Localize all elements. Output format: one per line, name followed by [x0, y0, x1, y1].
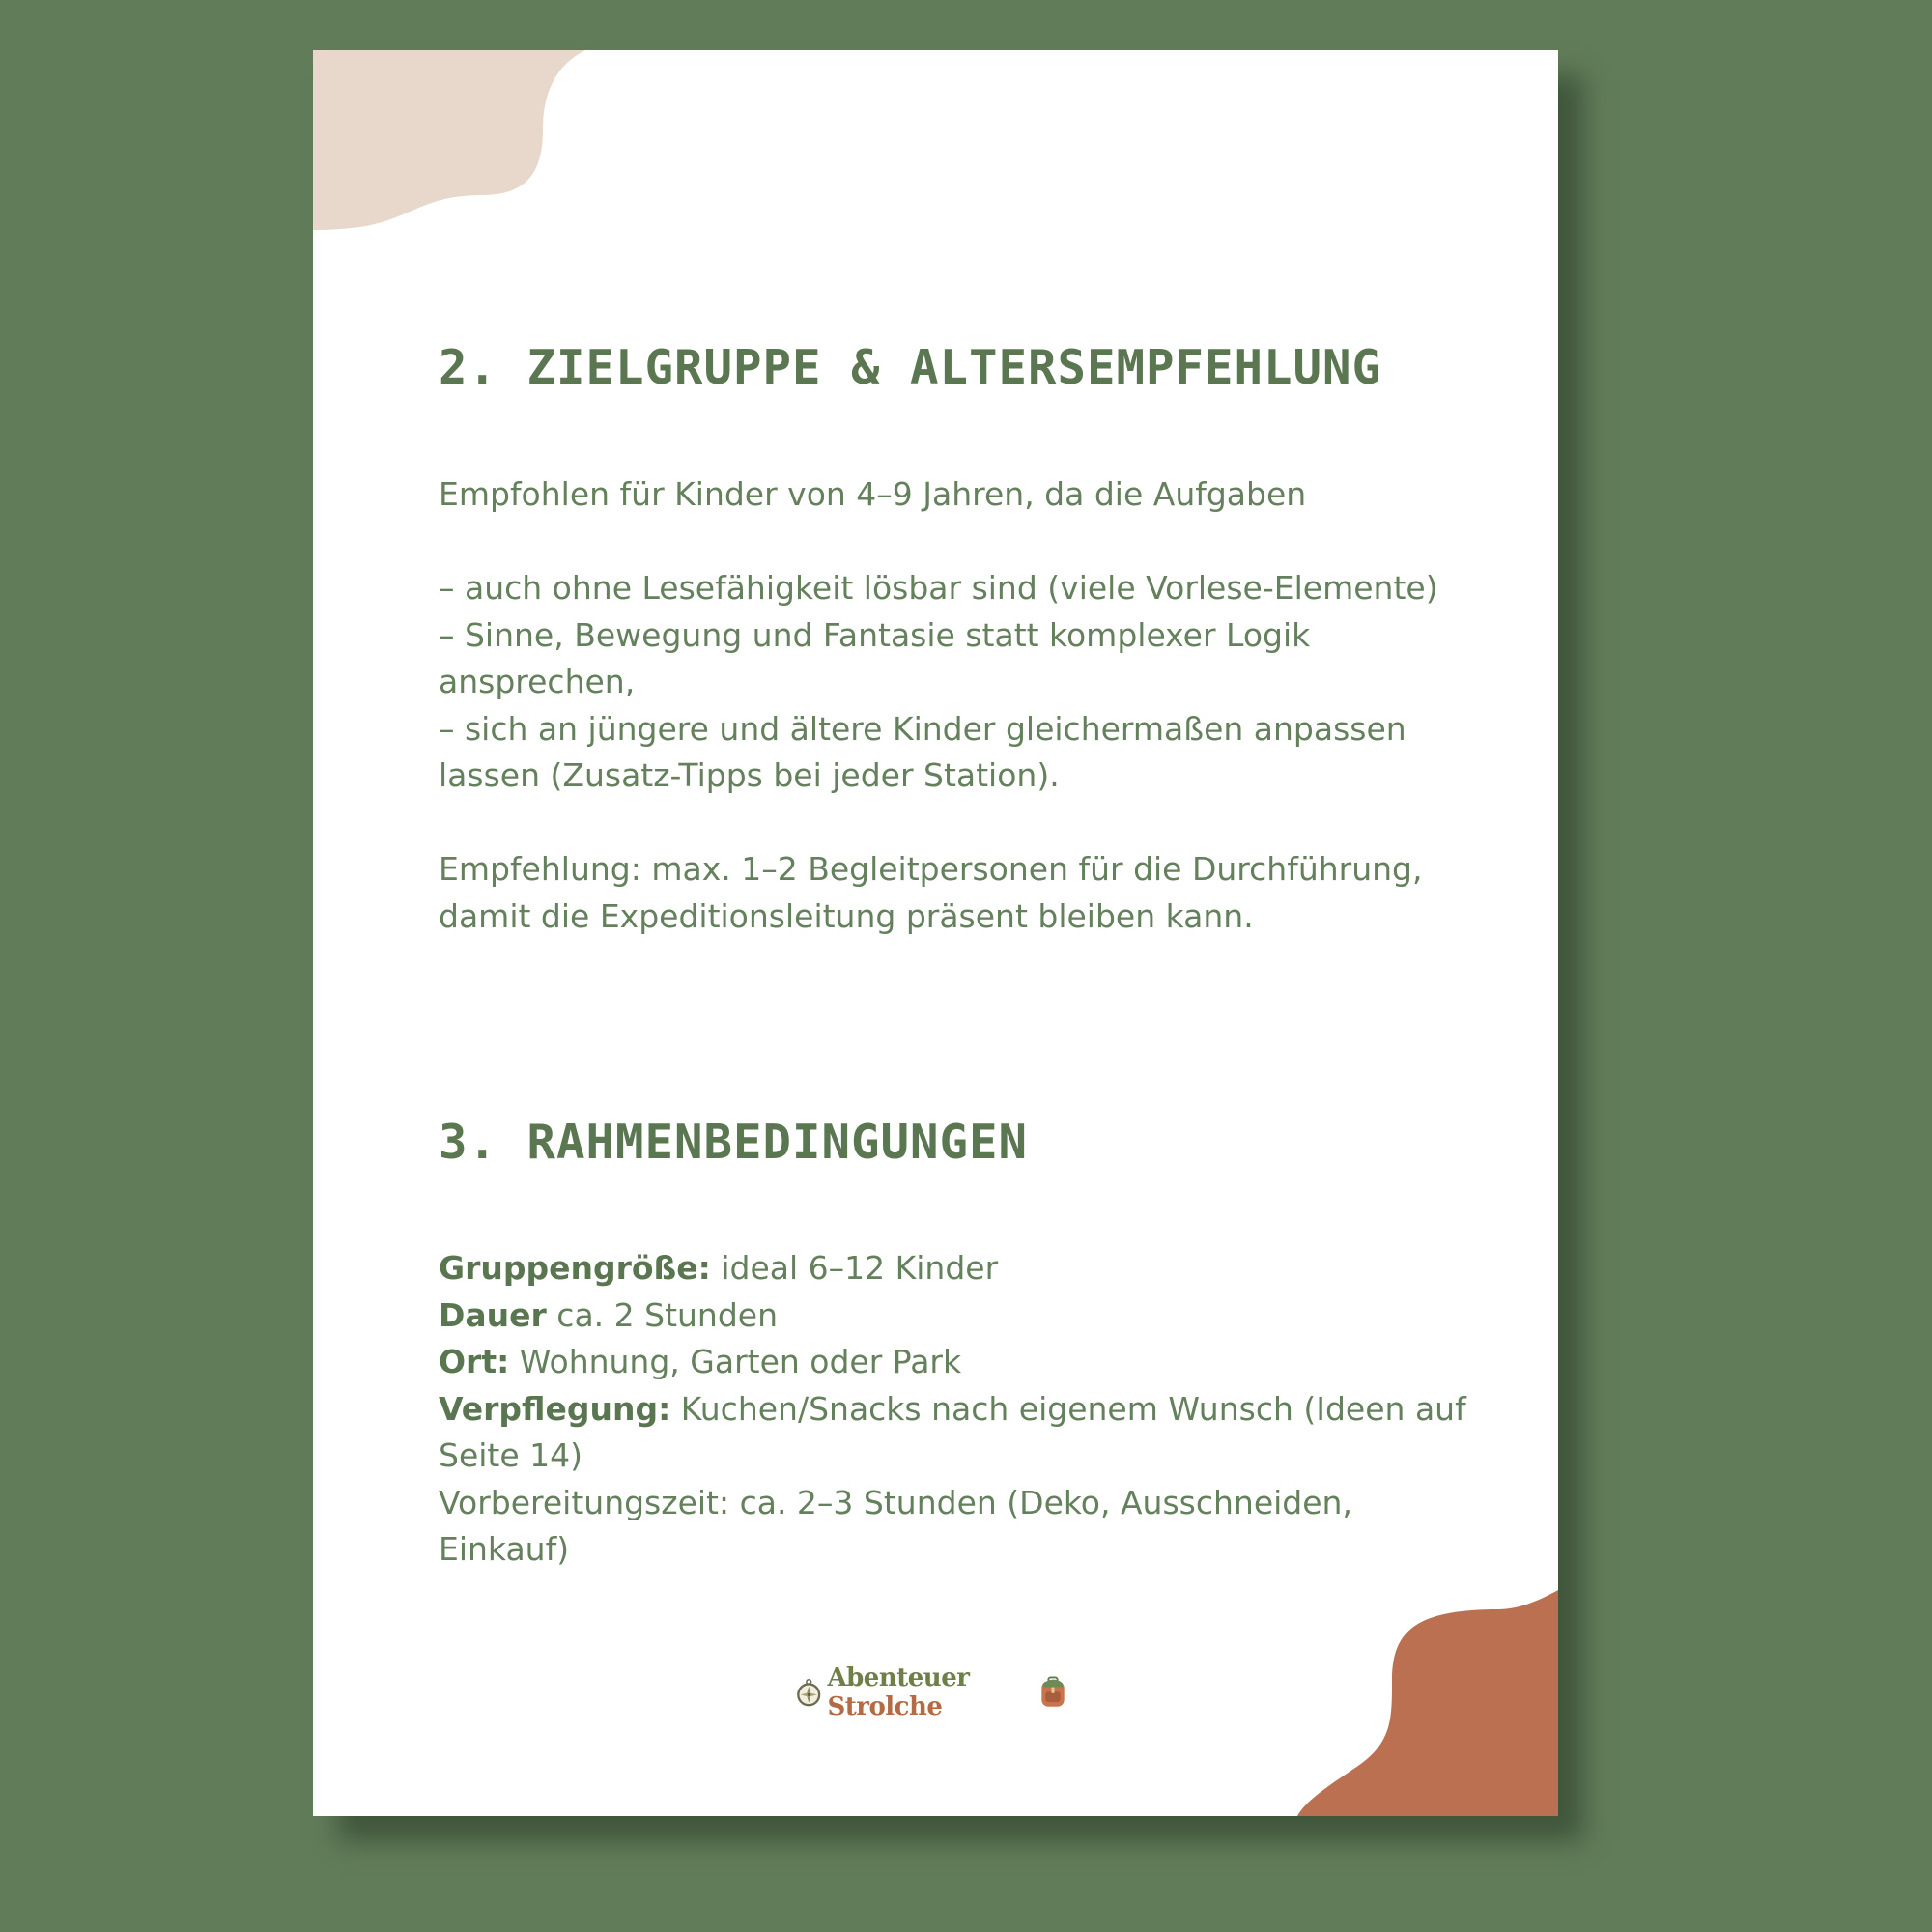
bullet-item: – sich an jüngere und ältere Kinder gleichermaßen anpassen — [439, 709, 1406, 748]
catering-label: Verpflegung: — [439, 1389, 671, 1428]
logo-word-abenteuer: Abenteuer — [827, 1663, 970, 1692]
duration-label: Dauer — [439, 1295, 547, 1334]
logo-wordmark — [827, 1663, 1034, 1721]
bullet-item: – Sinne, Bewegung und Fantasie statt komplexer Logik — [439, 615, 1311, 654]
prep-time-line: Vorbereitungszeit: ca. 2–3 Stunden (Deko, Ausschneiden, — [439, 1483, 1352, 1521]
bullet-item: – auch ohne Lesefähigkeit lösbar sind (viele Vorlese-Elemente) — [439, 569, 1438, 607]
bullet-item-continuation: lassen (Zusatz-Tipps bei jeder Station). — [439, 756, 1060, 794]
intro-line: Empfohlen für Kinder von 4–9 Jahren, da die Aufgaben — [439, 475, 1307, 513]
place-value: Wohnung, Garten oder Park — [509, 1343, 962, 1380]
group-size-line — [439, 1245, 1501, 1293]
backpack-icon — [1039, 1672, 1066, 1713]
catering-value: Kuchen/Snacks nach eigenem Wunsch (Ideen auf — [670, 1389, 1466, 1428]
duration-value: ca. 2 Stunden — [546, 1295, 779, 1334]
bullet-item-continuation: ansprechen, — [439, 663, 636, 700]
decorative-blob-bottom — [1268, 1565, 1558, 1816]
brand-logo — [796, 1663, 1066, 1721]
document-page — [313, 50, 1558, 1816]
recommendation-line: damit die Expeditionsleitung präsent bleiben kann. — [439, 896, 1254, 935]
catering-line-continuation: Seite 14) — [439, 1436, 583, 1474]
rahmenbedingungen-text — [439, 1245, 1501, 1574]
group-size-label: Gruppengröße: — [439, 1249, 711, 1287]
zielgruppe-text — [439, 471, 1501, 940]
recommendation-line: Empfehlung: max. 1–2 Begleitpersonen für die Durchführung, — [439, 850, 1423, 888]
duration-line — [439, 1293, 1501, 1340]
section-heading-zielgruppe: 2. ZIELGRUPPE & ALTERSEMPFEHLUNG — [439, 340, 1382, 395]
group-size-value: ideal 6–12 Kinder — [710, 1249, 999, 1287]
logo-word-strolche: Strolche — [827, 1692, 943, 1721]
catering-line — [439, 1386, 1501, 1434]
decorative-blob-top — [313, 50, 632, 243]
place-label: Ort: — [439, 1343, 510, 1380]
section-heading-rahmenbedingungen: 3. RAHMENBEDINGUNGEN — [439, 1115, 1029, 1170]
compass-icon — [796, 1673, 821, 1712]
place-line — [439, 1339, 1501, 1386]
prep-time-line-continuation: Einkauf) — [439, 1530, 570, 1568]
